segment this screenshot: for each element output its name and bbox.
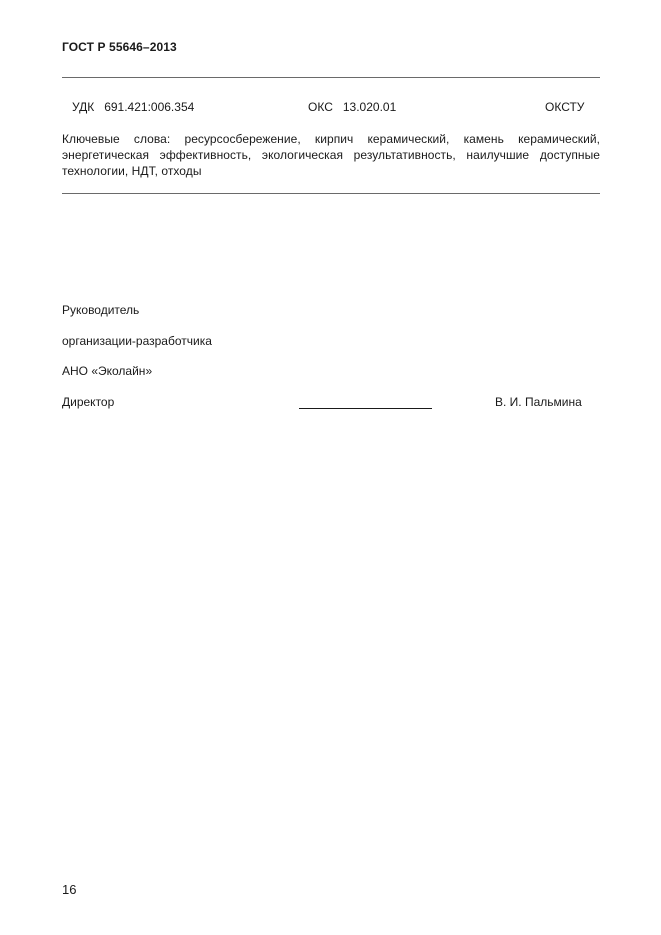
udk-block xyxy=(72,100,194,114)
oks-value: 13.020.01 xyxy=(342,100,397,114)
standard-code: ГОСТ Р 55646–2013 xyxy=(62,40,177,54)
bottom-divider xyxy=(62,193,600,194)
signature-organization: АНО «Эколайн» xyxy=(62,364,153,378)
oks-block xyxy=(308,100,396,114)
top-divider xyxy=(62,77,600,78)
signer-name: В. И. Пальмина xyxy=(495,395,582,409)
oks-label: ОКС xyxy=(308,100,333,114)
keywords-paragraph: Ключевые слова: ресурсосбережение, кирпич керамический, камень керамический, энергетическая эффективность, экологическая результативность, наилучшие доступные технологии, НДТ, отходы xyxy=(62,132,600,178)
signature-position: Директор xyxy=(62,395,115,409)
udk-label: УДК xyxy=(72,100,95,114)
okstu-block xyxy=(545,100,584,114)
udk-value: 691.421:006.354 xyxy=(104,100,195,114)
signature-role-line1: Руководитель xyxy=(62,303,140,317)
signature-line xyxy=(299,408,432,409)
signature-role-line2: организации-разработчика xyxy=(62,334,212,348)
okstu-label: ОКСТУ xyxy=(545,100,585,114)
page-number: 16 xyxy=(62,882,77,897)
